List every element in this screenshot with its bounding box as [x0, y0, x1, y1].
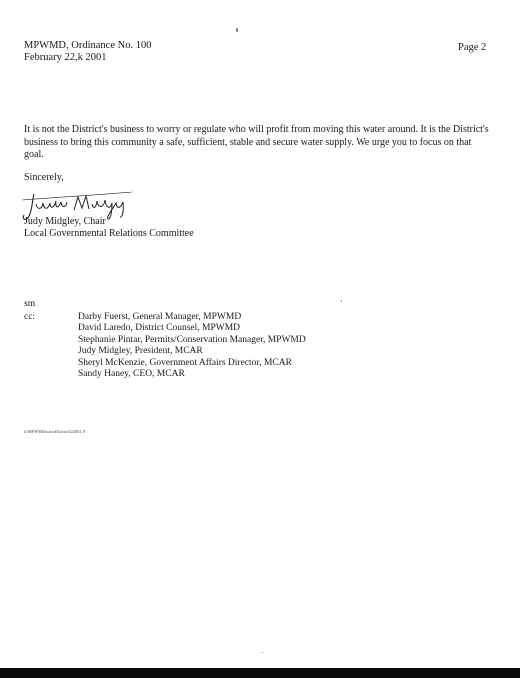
scan-speck [236, 28, 238, 32]
cc-recipient: Darby Fuerst, General Manager, MPWMD [78, 312, 242, 322]
cc-recipient: Judy Midgley, President, MCAR [78, 346, 203, 357]
typist-initials: sm [24, 299, 36, 309]
body-paragraph: It is not the District's business to worry or regulate who will profit from moving this water around. It is the District's business to bring this community a safe, sufficient, stable and secure water supply. We urge you to focus on that goal. [24, 124, 489, 160]
scan-edge-bar [0, 668, 520, 678]
header-date: February 22,k 2001 [24, 52, 107, 63]
signer-committee: Local Governmental Relations Committee [24, 227, 194, 239]
letter-header [24, 40, 151, 64]
cc-recipient: Sheryl McKenzie, Government Affairs Director, MCAR [78, 357, 292, 368]
header-ordinance: MPWMD, Ordinance No. 100 [24, 40, 152, 51]
signer-name-title: Judy Midgley, Chair [24, 216, 106, 227]
closing-salutation: Sincerely, [24, 172, 64, 183]
signer-block [24, 216, 194, 239]
scan-speck [341, 300, 342, 302]
cc-recipient-list [78, 312, 306, 380]
scan-speck [262, 652, 263, 653]
cc-label: cc: [24, 312, 36, 322]
page-number: Page 2 [458, 42, 487, 53]
cc-recipient: Sandy Haney, CEO, MCAR [78, 369, 185, 380]
cc-recipient: David Laredo, District Counsel, MPWMD [78, 323, 241, 334]
file-reference-code: tf\MPWMDwaterDistrict022001.9 [24, 429, 86, 434]
cc-recipient: Stephanie Pintar, Permits/Conservation Manager, MPWMD [78, 334, 306, 345]
